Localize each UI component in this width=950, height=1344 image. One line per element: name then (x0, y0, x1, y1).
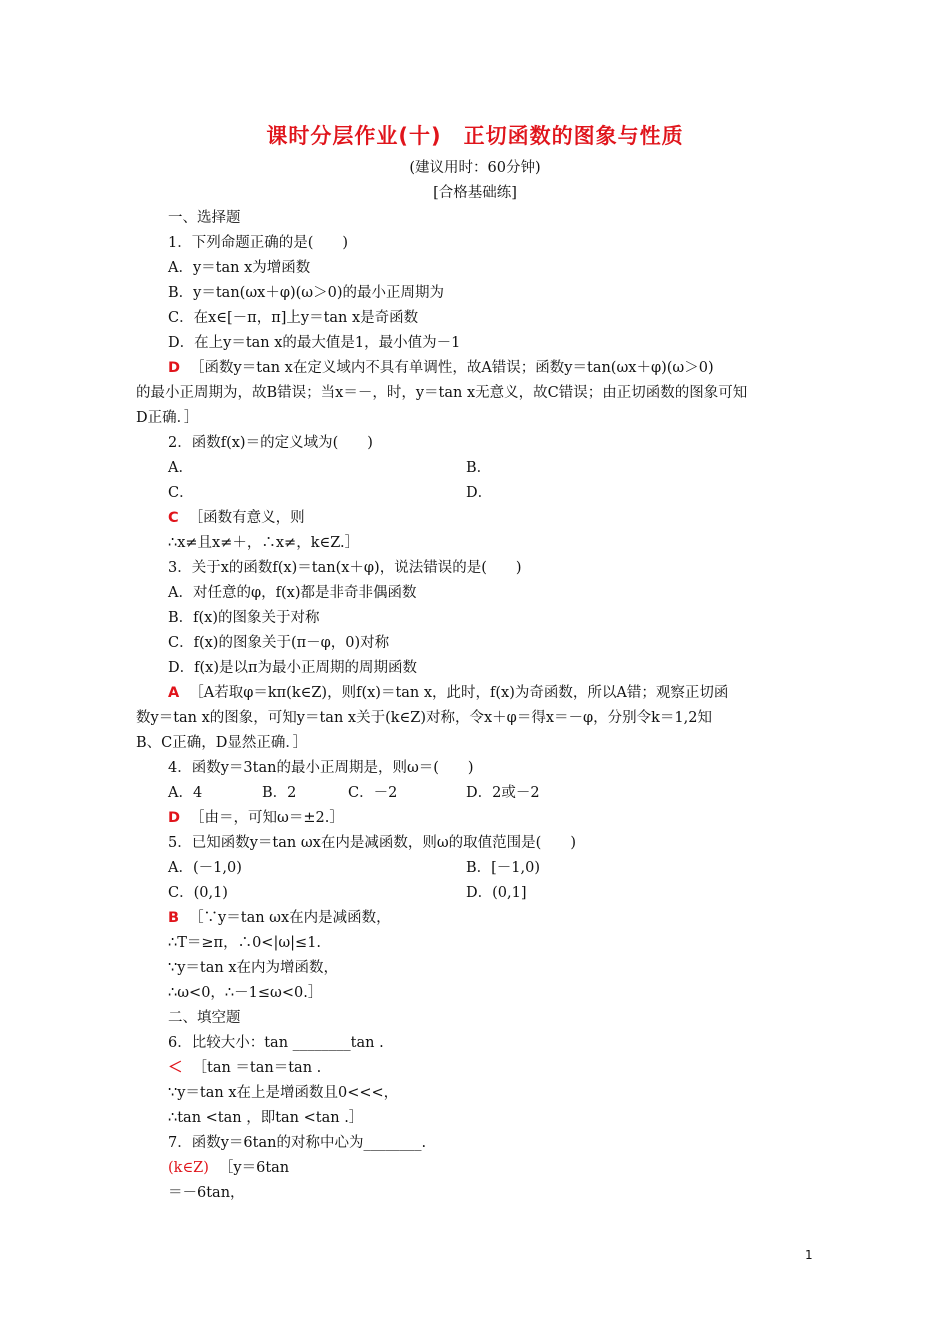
line-text: 2．函数f(x)＝的定义域为( ) (168, 435, 373, 451)
text-line (136, 707, 712, 729)
text-line (168, 432, 373, 454)
line-text: C．在x∈[－π，π]上y＝tan x是奇函数 (168, 310, 419, 326)
text-line (168, 807, 344, 829)
text-line (168, 532, 359, 554)
line-text: ［y＝6tan (218, 1160, 290, 1176)
line-text: B．2 (262, 785, 297, 801)
line-text: D． (466, 485, 493, 501)
line-text: D正确．］ (136, 410, 199, 426)
text-line (136, 732, 307, 754)
line-text: ∴ω<0，∴－1≤ω<0.］ (168, 985, 323, 1001)
line-text: 一、选择题 (168, 210, 241, 226)
text-line (168, 282, 444, 304)
line-text: ［函数有意义，则 (188, 510, 305, 526)
line-text: B．[－1,0) (466, 860, 541, 876)
text-line (168, 1157, 289, 1179)
text-line (168, 257, 310, 279)
text-line (168, 782, 202, 804)
line-text: A．4 (168, 785, 203, 801)
answer-mark: C (168, 510, 179, 526)
text-line (168, 232, 348, 254)
line-text: C．(0,1) (168, 885, 228, 901)
text-line (168, 757, 474, 779)
line-text: 二、填空题 (168, 1010, 241, 1026)
line-text: 7．函数y＝6tan的对称中心为________. (168, 1135, 427, 1151)
text-line (168, 982, 322, 1004)
text-line (466, 882, 527, 904)
text-line (466, 782, 540, 804)
text-line (136, 382, 747, 404)
line-text: D．在上y＝tan x的最大值是1，最小值为－1 (168, 335, 461, 351)
answer-mark: ＜ (168, 1060, 183, 1076)
line-text: ［A若取φ＝kπ(k∈Z)，则f(x)＝tan x，此时，f(x)为奇函数，所以A错；观察正切函 (189, 685, 729, 701)
line-text: D．f(x)是以π为最小正周期的周期函数 (168, 660, 418, 676)
line-text: C．－2 (348, 785, 398, 801)
line-text: ［∵y＝tan ωx在内是减函数， (189, 910, 391, 926)
text-line (168, 1057, 321, 1079)
line-text: 6．比较大小：tan ________tan . (168, 1035, 384, 1051)
text-line (168, 457, 193, 479)
text-line (466, 482, 492, 504)
line-text: 5．已知函数y＝tan ωx在内是减函数，则ω的取值范围是( ) (168, 835, 576, 851)
line-text: 1．下列命题正确的是( ) (168, 235, 349, 251)
answer-mark: A (168, 685, 180, 701)
line-text: ∴T＝≥π，∴0<|ω|≤1. (168, 935, 322, 951)
text-line (168, 1182, 245, 1204)
text-line (168, 1007, 241, 1029)
line-text: ＝－6tan， (168, 1185, 245, 1201)
text-line (168, 557, 522, 579)
line-text: A．(－1,0) (168, 860, 242, 876)
line-text: ［由＝，可知ω＝±2.］ (190, 810, 344, 826)
line-text: ∵y＝tan x在上是增函数且0<<<， (168, 1085, 399, 1101)
text-line (168, 607, 320, 629)
line-text: 4．函数y＝3tan的最小正周期是，则ω＝( ) (168, 760, 474, 776)
line-text: ［tan ＝tan＝tan . (192, 1060, 322, 1076)
text-line (168, 882, 228, 904)
line-text: A．y＝tan x为增函数 (168, 260, 311, 276)
text-line (466, 457, 491, 479)
level-heading: [合格基础练] (433, 185, 517, 201)
text-line (168, 957, 338, 979)
line-text: D．(0,1] (466, 885, 527, 901)
line-text: ∴x≠且x≠＋，∴x≠，k∈Z.］ (168, 535, 360, 551)
text-line (168, 332, 460, 354)
text-line (168, 1107, 363, 1129)
line-text: B．y＝tan(ωx＋φ)(ω＞0)的最小正周期为 (168, 285, 444, 301)
text-line (168, 657, 417, 679)
line-text: 3．关于x的函数f(x)＝tan(x＋φ)，说法错误的是( ) (168, 560, 522, 576)
text-line (168, 682, 728, 704)
text-line (262, 782, 296, 804)
line-text: C． (168, 485, 194, 501)
text-line (168, 482, 194, 504)
text-line (168, 1132, 426, 1154)
line-text: 的最小正周期为，故B错误；当x＝－，时，y＝tan x无意义，故C错误；由正切函数的图象可知 (136, 385, 748, 401)
text-line (168, 857, 242, 879)
text-line (168, 1032, 384, 1054)
line-text: B．f(x)的图象关于对称 (168, 610, 320, 626)
line-text: B． (466, 460, 492, 476)
text-line (168, 932, 321, 954)
text-line (168, 582, 416, 604)
line-text: A．对任意的φ，f(x)都是非奇非偶函数 (168, 585, 417, 601)
text-line (168, 832, 576, 854)
text-line (168, 907, 391, 929)
text-line (168, 1082, 398, 1104)
line-text: A． (168, 460, 193, 476)
text-line (466, 857, 540, 879)
page-number: 1 (805, 1248, 813, 1262)
answer-mark: D (168, 810, 181, 826)
line-text: D．2或－2 (466, 785, 540, 801)
text-line (168, 307, 418, 329)
text-line (168, 507, 305, 529)
text-line (136, 407, 198, 429)
text-line (168, 207, 241, 229)
answer-mark: B (168, 910, 180, 926)
line-text: ［函数y＝tan x在定义域内不具有单调性，故A错误；函数y＝tan(ωx＋φ)(ω＞0) (190, 360, 714, 376)
text-line (168, 357, 714, 379)
text-line (168, 632, 389, 654)
text-line (348, 782, 397, 804)
line-text: B、C正确，D显然正确．］ (136, 735, 308, 751)
line-text: ∵y＝tan x在内为增函数， (168, 960, 339, 976)
line-text: 数y＝tan x的图象，可知y＝tan x关于(k∈Z)对称，令x＋φ＝得x＝－φ，分别令k＝1,2知 (136, 710, 712, 726)
line-text: C．f(x)的图象关于(π－φ，0)对称 (168, 635, 390, 651)
answer-mark: D (168, 360, 181, 376)
line-text: ∴tan <tan ，即tan <tan .］ (168, 1110, 364, 1126)
answer-mark: (k∈Z) (168, 1160, 209, 1176)
suggested-time: (建议用时：60分钟) (409, 160, 541, 176)
page-title: 课时分层作业(十) 正切函数的图象与性质 (266, 124, 684, 148)
